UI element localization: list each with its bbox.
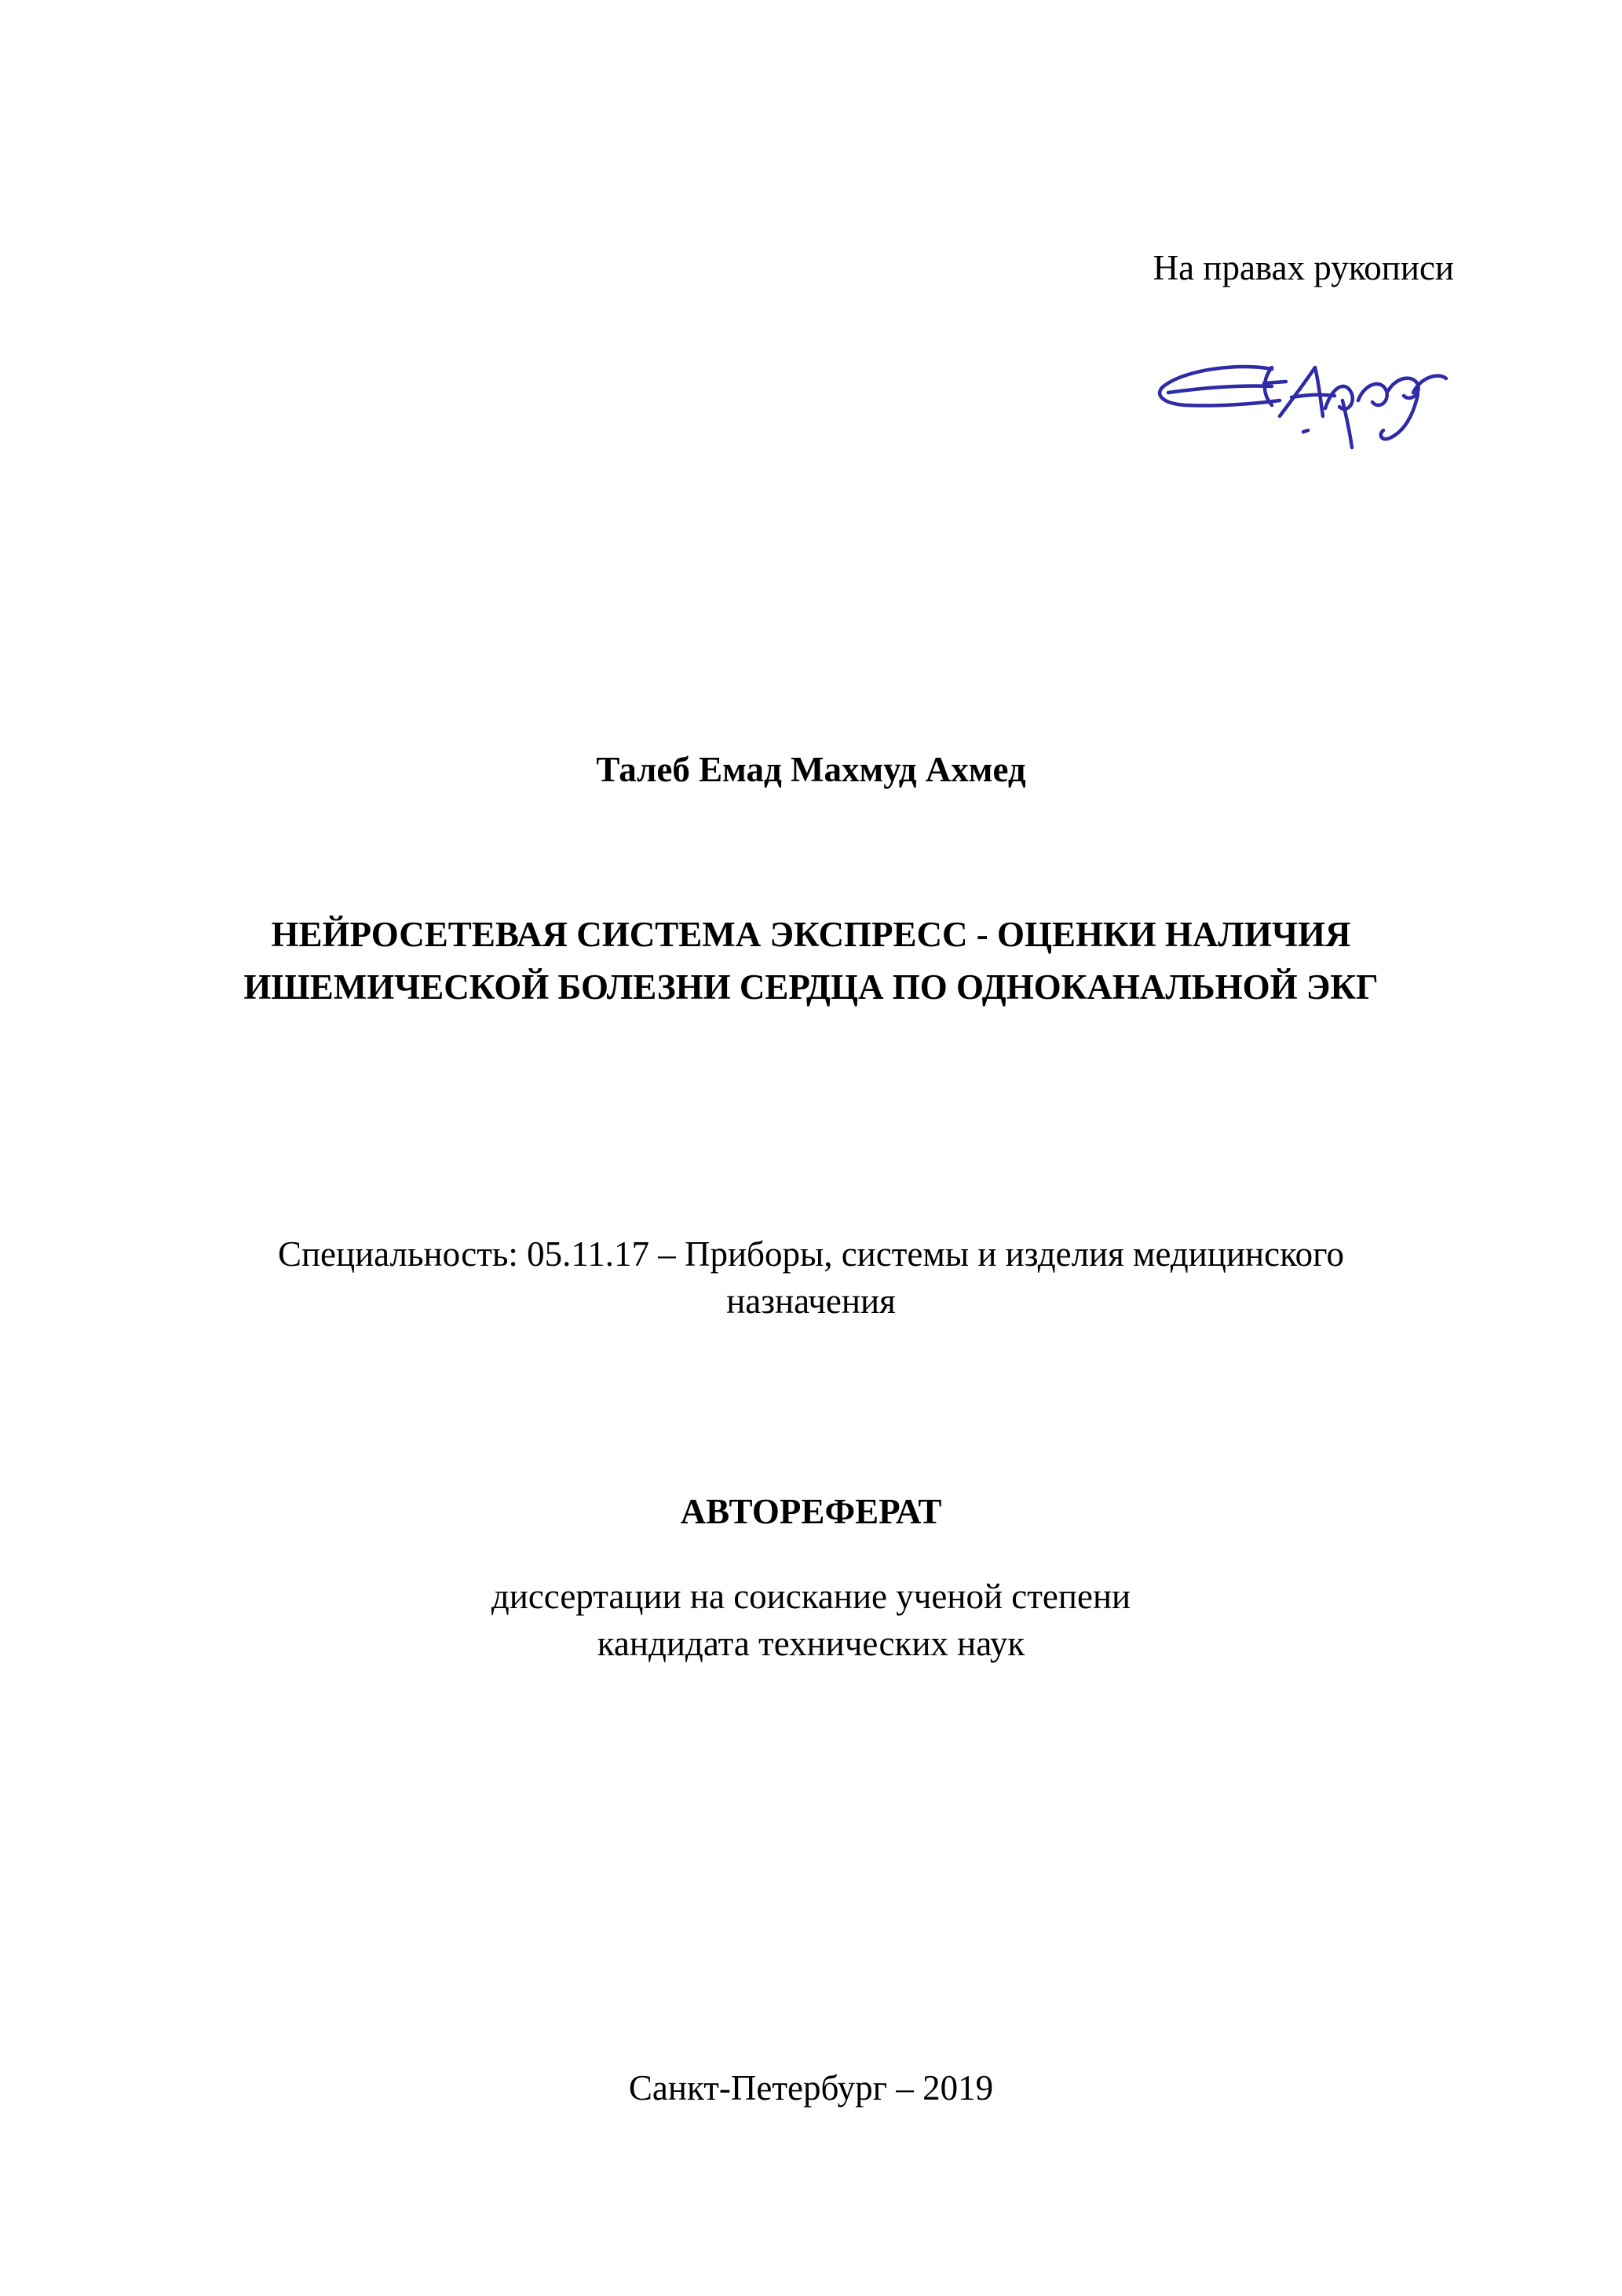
copyright-note: На правах рукописи	[1153, 248, 1454, 287]
specialty-line-2: назначения	[726, 1281, 896, 1321]
signature-image	[1154, 345, 1460, 455]
purpose-line-1: диссертации на соискание ученой степени	[491, 1577, 1131, 1616]
specialty-line-1: Специальность: 05.11.17 – Приборы, системы и изделия медицинского	[277, 1234, 1345, 1274]
city-year: Санкт-Петербург – 2019	[628, 2068, 994, 2108]
dissertation-title-line-1: НЕЙРОСЕТЕВАЯ СИСТЕМА ЭКСПРЕСС - ОЦЕНКИ НАЛИЧИЯ	[271, 915, 1351, 954]
dissertation-title-line-2: ИШЕМИЧЕСКОЙ БОЛЕЗНИ СЕРДЦА ПО ОДНОКАНАЛЬНОЙ ЭКГ	[243, 967, 1379, 1007]
purpose-line-2: кандидата технических наук	[597, 1624, 1025, 1663]
document-type-heading: АВТОРЕФЕРАТ	[680, 1492, 942, 1531]
author-name: Талеб Емад Махмуд Ахмед	[596, 750, 1026, 789]
